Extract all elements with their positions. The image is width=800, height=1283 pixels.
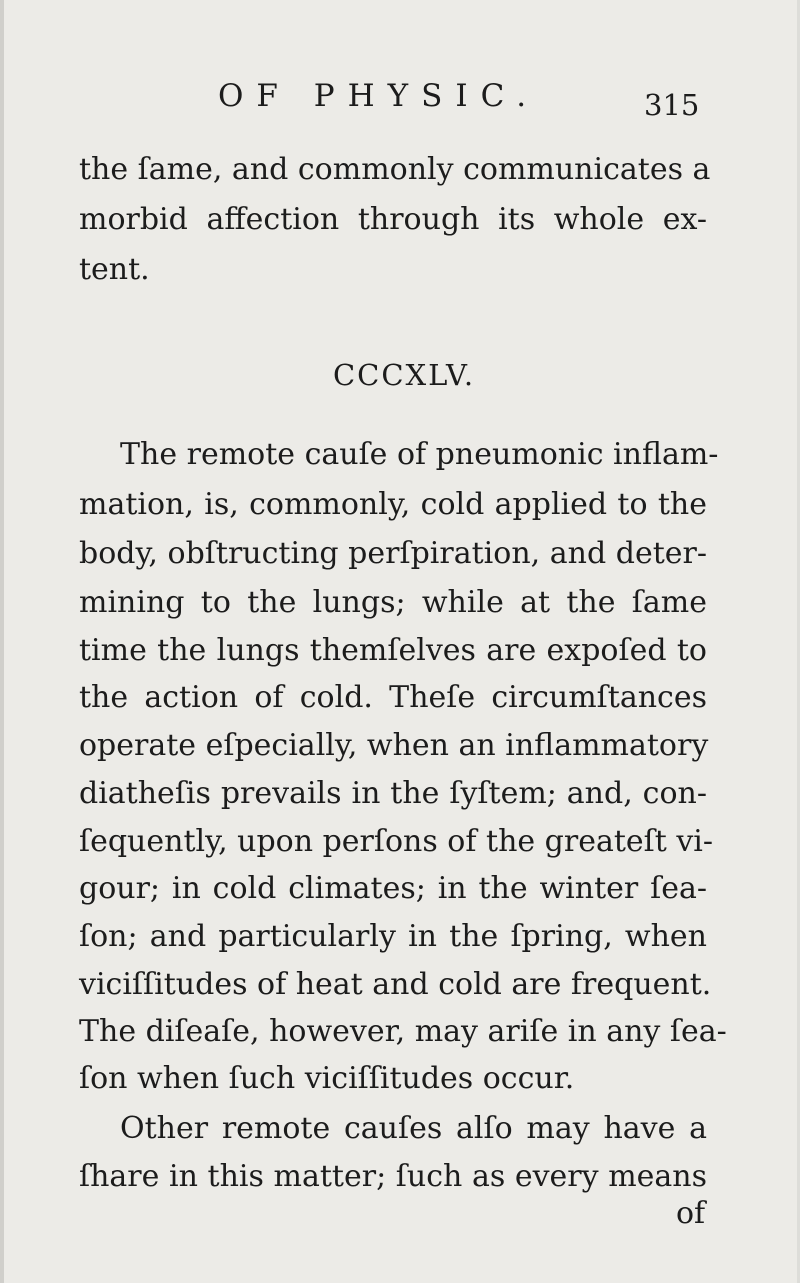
catchword: of	[676, 1196, 706, 1231]
text-line: time the lungs themſelves are expoſed to	[79, 633, 707, 668]
text-line: the ſame, and commonly communicates a	[79, 152, 711, 187]
page-number: 315	[644, 88, 700, 122]
text-line: viciſſitudes of heat and cold are frequent.	[79, 967, 712, 1002]
text-line: morbid affection through its whole ex-	[79, 202, 707, 237]
text-line: mining to the lungs; while at the ſame	[79, 585, 707, 620]
text-line: ſon; and particularly in the ſpring, when	[79, 919, 707, 954]
text-line: diatheſis prevails in the ſyſtem; and, con-	[79, 776, 707, 811]
text-line: Other remote cauſes alſo may have a	[120, 1111, 707, 1146]
text-line: mation, is, commonly, cold applied to the	[79, 487, 707, 522]
page-header	[4, 78, 800, 128]
text-line: tent.	[79, 252, 150, 287]
text-line: The remote cauſe of pneumonic inflam-	[120, 437, 719, 472]
text-line: operate eſpecially, when an inflammatory	[79, 728, 709, 763]
text-line: body, obſtructing perſpiration, and deter-	[79, 536, 707, 571]
text-line: The diſeaſe, however, may ariſe in any ſea-	[79, 1014, 727, 1049]
section-heading: CCCXLV.	[332, 358, 476, 392]
running-title: OF PHYSIC.	[218, 78, 540, 114]
text-line: ſon when ſuch viciſſitudes occur.	[79, 1061, 575, 1096]
text-line: gour; in cold climates; in the winter ſea-	[79, 871, 707, 906]
text-line: ſhare in this matter; ſuch as every means	[79, 1159, 707, 1194]
text-line: the action of cold. Theſe circumſtances	[79, 680, 707, 715]
text-line: ſequently, upon perſons of the greateſt vi-	[79, 824, 714, 859]
